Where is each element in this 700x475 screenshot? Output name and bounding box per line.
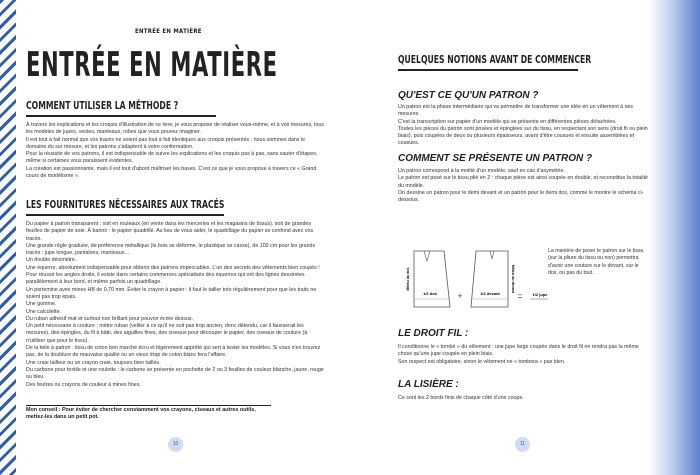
paragraph: Du papier à patron transparent : soit en rouleaux (en vente dans les merceries et les magasins de tissus), soit de grandes feuilles de papier de soie. À bannir : le papier quadrillé. Au lieu de vous aider, le quadrillage du papier se confond avec vos tracés. xyxy=(26,221,314,242)
paragraph: Un double décimètre. xyxy=(26,257,77,264)
paragraph: Un portemine avec mines HB de 0,70 mm. Éviter le crayon à papier : il faut le tailler très régulièrement pour que les traits ne soient pas trop épais. xyxy=(26,286,317,300)
paragraph: Il conditionne le « tombé » du vêtement : une jupe large coupée dans le droit fil ne rendra pas la même chose qu'une jupe coupée en plein biais. xyxy=(398,344,639,358)
paragraph: C'est la transcription sur papier d'un modèle qui se présente en différentes pièces détachées. xyxy=(398,118,617,125)
section-heading-methode-wrap xyxy=(26,96,216,117)
paragraph: Une craie tailleur ou un crayon craie, toujours bien taillés. xyxy=(26,359,161,366)
heading-underline xyxy=(398,69,578,71)
paragraph: Une calculette. xyxy=(26,308,62,315)
paragraph: Un petit nécessaire à couture : mètre ruban (veiller à ce qu'il ne soit pas trop ancien, donc détendu, car il fausserait les mesures), des épingles, du fil à bâtir, des aiguilles fines, des ciseaux pour découper le papier, des ciseaux de couture (à n'utiliser que pour le tissu). xyxy=(26,323,308,344)
back-pattern-piece xyxy=(414,251,450,307)
label-demi-jupe: 1/2 jupe xyxy=(532,292,548,297)
paragraph: Pour la réussite de vos patrons, il est indispensable de suivre les explications et les croquis pas à pas, sans sauter d'étapes, même si certaines vous paraissent évidentes. xyxy=(26,151,318,165)
paragraph: Toutes les pièces du patron sont posées et épinglées sur du tissu, en respectant son sens (droit fil ou plein biais), puis coupées de deux ou plusieurs épaisseurs, avant d'être cousues et ensuite assemblées et cousues. xyxy=(398,125,648,147)
methode-text xyxy=(26,122,326,180)
paragraph: Une gomme. xyxy=(26,301,57,308)
front-pattern-piece xyxy=(471,251,508,307)
subtitle-patron: QU'EST CE QU'UN PATRON ? xyxy=(398,90,539,101)
plus-sign: + xyxy=(457,291,463,301)
label-demi-devant: 1/2 devant xyxy=(480,291,500,296)
section-heading-fournitures: LES FOURNITURES NÉCESSAIRES AUX TRACÉS xyxy=(26,198,225,211)
right-heading-wrap xyxy=(398,50,592,71)
presentation-text xyxy=(398,168,648,204)
fournitures-text xyxy=(26,221,326,389)
paragraph: Du ruban adhésif mat et surtout non brillant pour pouvoir écrire dessus. xyxy=(26,315,193,322)
lisiere-text xyxy=(398,395,648,402)
chapter-title: ENTRÉE EN MATIÈRE xyxy=(26,45,278,85)
right-section-heading: QUELQUES NOTIONS AVANT DE COMMENCER xyxy=(398,53,592,66)
paragraph: Le patron est posé sur le tissu plié en 2 : chaque pièce est ainsi coupée en double, et reconstitue la totalité du modèle. xyxy=(398,175,648,189)
paragraph: Il est tout à fait normal que vos tracés ne soient pas tout à fait identiques aux croquis présentés : nous sommes dans le domaine du sur mesure, et les patrons s'adaptent à votre conformation. xyxy=(26,136,306,150)
diagram-caption: La manière de poser le patron sur le tissu (sur la pliure du tissu ou non) permettra d'avoir une couture sur le devant, sur le dos, ou pas du tout. xyxy=(548,248,644,276)
subtitle-lisiere: LA LISIÈRE : xyxy=(398,379,459,390)
section-heading-methode: COMMENT UTILISER LA MÉTHODE ? xyxy=(26,99,179,112)
paragraph: Un patron correspond à la moitié d'un modèle, sauf en cas d'asymétrie. xyxy=(398,168,565,174)
paragraph: Une équerre, absolument indispensable pour obtenir des patrons impeccables. L'un des secrets des vêtements bien coupés ! Pour réussir les angles droits, il existe dans certains commerces spécialisés des équerres qui ont des lignes dessinées parallèlement à leur bord, et même parfois un quadrillage. xyxy=(26,264,320,286)
running-head: ENTRÉE EN MATIÈRE xyxy=(135,28,202,35)
paragraph: Son respect est obligatoire, sinon le vêtement ne « tombera » pas bien. xyxy=(398,358,566,365)
paragraph: La création est passionnante, mais il est tout d'abord maîtriser les bases. C'est ce que je vous propose à travers ce « Grand cours de modélisme ». xyxy=(26,165,317,180)
subtitle-presentation: COMMENT SE PRÉSENTE UN PATRON ? xyxy=(398,153,593,164)
subtitle-droit-fil: LE DROIT FIL : xyxy=(398,328,469,339)
patron-text xyxy=(398,104,648,148)
conseil-note: Mon conseil : Pour éviter de chercher constamment vos crayons, ciseaux et autres outils, mettez-les dans un petit pot. xyxy=(26,405,271,422)
left-stripe-border xyxy=(0,0,16,475)
paragraph: On dessine un patron pour le demi devant et un patron pour le demi dos, comme le montre le schéma ci-dessous. xyxy=(398,189,644,204)
equals-sign: = xyxy=(517,291,523,301)
front-dart xyxy=(490,251,494,259)
page-number-right: 11 xyxy=(515,437,530,452)
label-milieu-dos: Milieu du dos xyxy=(406,267,410,291)
paragraph: Un patron est la phase intermédiaire qui va permettre de transformer une idée en un vêtement à ses mesures. xyxy=(398,104,633,118)
heading-underline xyxy=(26,214,224,216)
paragraph: Du carbone pour textile et une roulette : le carbone se présente en pochette de 2 ou 3 feuilles de couleur blanche, jaune, rouge ou bleu. xyxy=(26,366,324,381)
label-demi-dos: 1/2 dos xyxy=(423,291,437,296)
skirt-pattern-diagram xyxy=(400,243,550,313)
paragraph: De la toile à patron : tissu de coton bon marché écru et légèrement apprêté qui sert à tester les modèles. Si vous n'en trouvez pas, de la doublure de mauvaise qualité ou un vieux drap de coton blanc fera l'affaire. xyxy=(26,345,321,359)
paragraph: Ce sont les 2 bords finis de chaque côté d'une coupe. xyxy=(398,395,524,401)
right-page-edge xyxy=(648,0,700,475)
page-number-left: 10 xyxy=(168,437,183,452)
section-heading-fournitures-wrap xyxy=(26,195,326,216)
droit-fil-text xyxy=(398,344,648,366)
heading-underline xyxy=(26,115,216,117)
back-dart xyxy=(424,251,430,261)
paragraph: Une grande règle graduée, de préférence métallique (le bois se déforme, le plastique se casse), de 100 cm pour les grands tracés : jupe longue, pantalons, manteaux… xyxy=(26,242,316,257)
label-milieu-devant: Milieu du devant xyxy=(511,264,515,294)
paragraph: À travers les explications et les croquis d'illustration de ce livre, je vous propose de réaliser vous-même, et à vos mesures, tous les modèles de jupes, vestes, manteaux, robes que vous pouvez imaginer. xyxy=(26,122,325,136)
paragraph: Des feutres ou crayons de couleur à mines fines. xyxy=(26,381,141,388)
